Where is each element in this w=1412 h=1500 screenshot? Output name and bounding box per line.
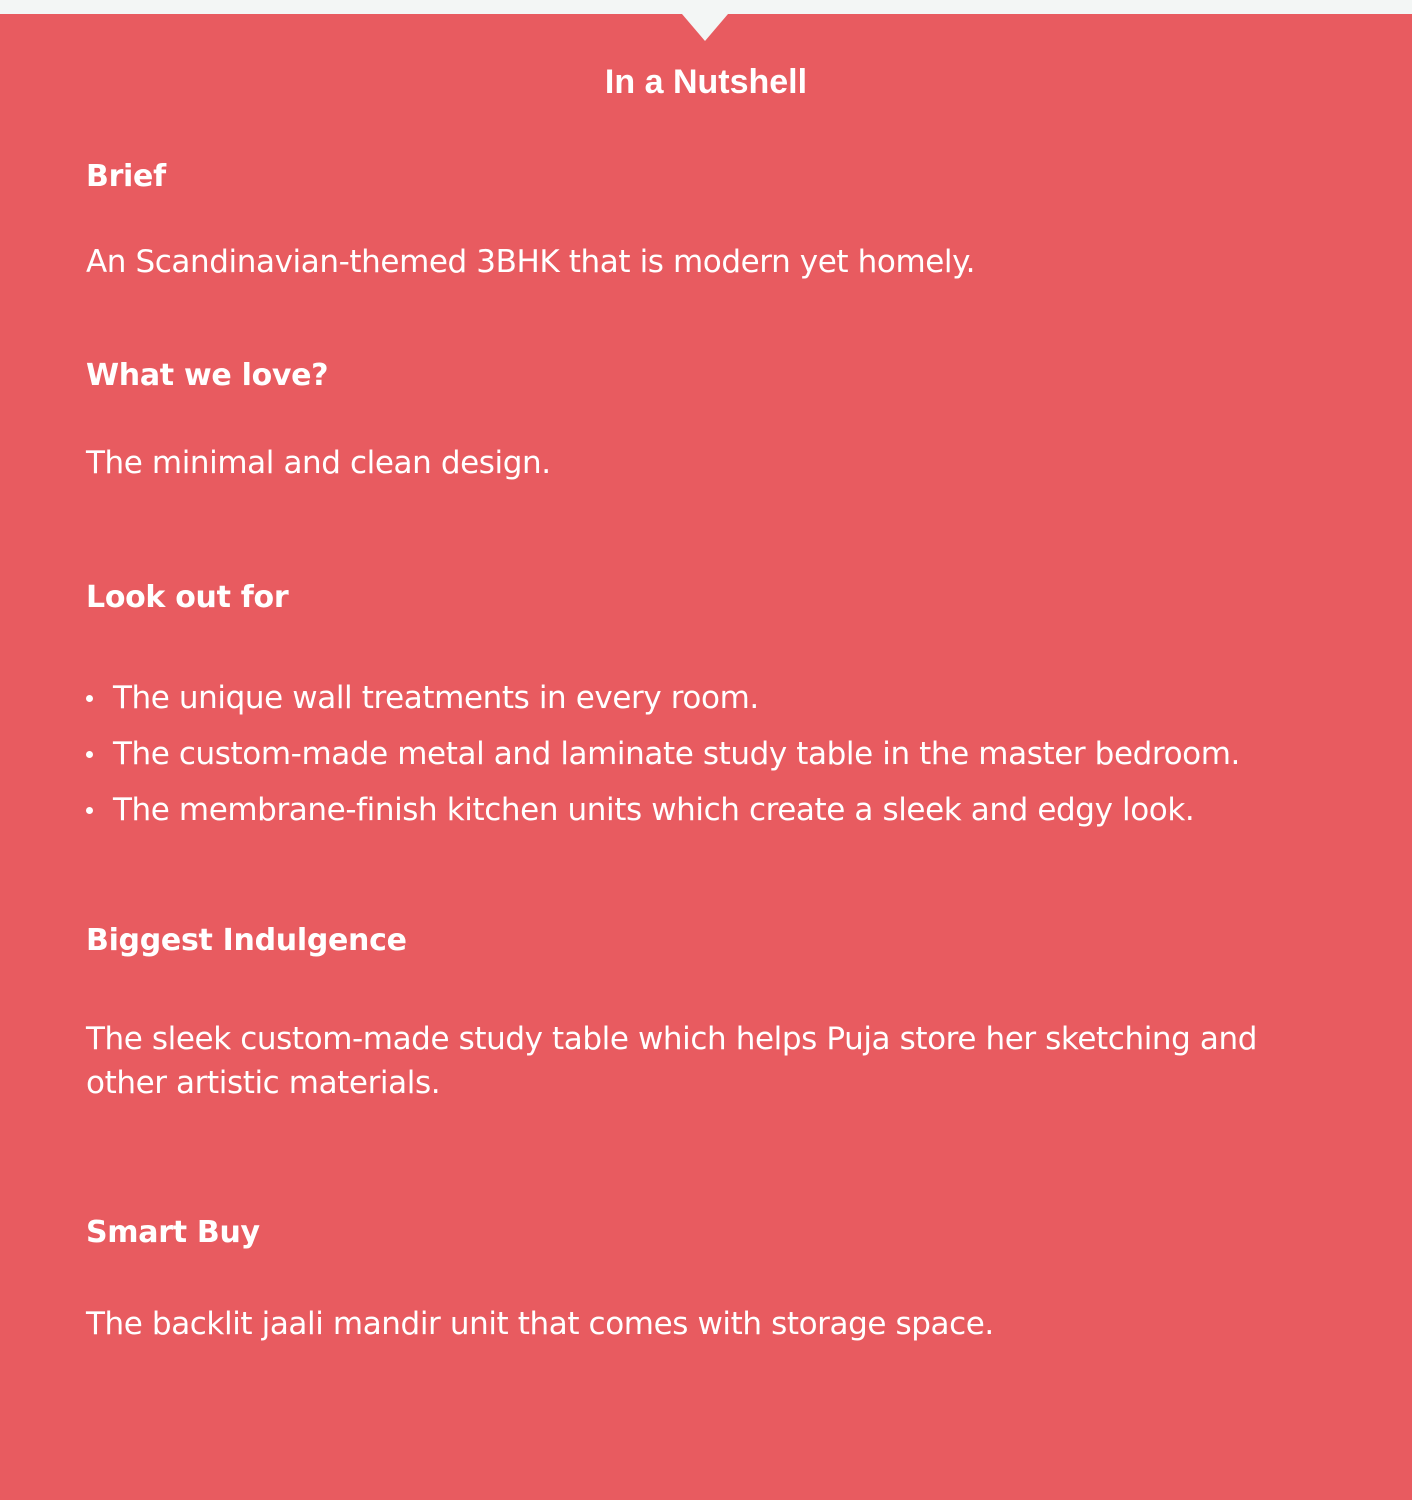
what-we-love-text: The minimal and clean design. [86,445,551,481]
what-we-love-heading: What we love? [86,358,329,393]
biggest-indulgence-heading: Biggest Indulgence [86,923,407,958]
brief-text: An Scandinavian-themed 3BHK that is modern yet homely. [86,244,976,280]
smart-buy-text: The backlit jaali mandir unit that comes with storage space. [86,1306,994,1342]
card-title: In a Nutshell [604,63,808,101]
list-item-text: The membrane-finish kitchen units which create a sleek and edgy look. [113,792,1195,828]
nutshell-card [0,14,1412,1500]
list-item [86,670,1240,726]
bullet-icon [86,807,93,814]
list-item [86,782,1240,838]
look-out-for-list [86,670,1240,838]
list-item [86,726,1240,782]
look-out-for-heading: Look out for [86,580,289,615]
pointer-notch [682,14,728,41]
list-item-text: The custom-made metal and laminate study table in the master bedroom. [113,736,1240,772]
bullet-icon [86,695,93,702]
biggest-indulgence-text: The sleek custom-made study table which helps Puja store her sketching and other artistic materials. [86,1021,1258,1101]
bullet-icon [86,751,93,758]
brief-heading: Brief [86,159,166,194]
smart-buy-heading: Smart Buy [86,1215,260,1250]
list-item-text: The unique wall treatments in every room. [113,680,759,716]
